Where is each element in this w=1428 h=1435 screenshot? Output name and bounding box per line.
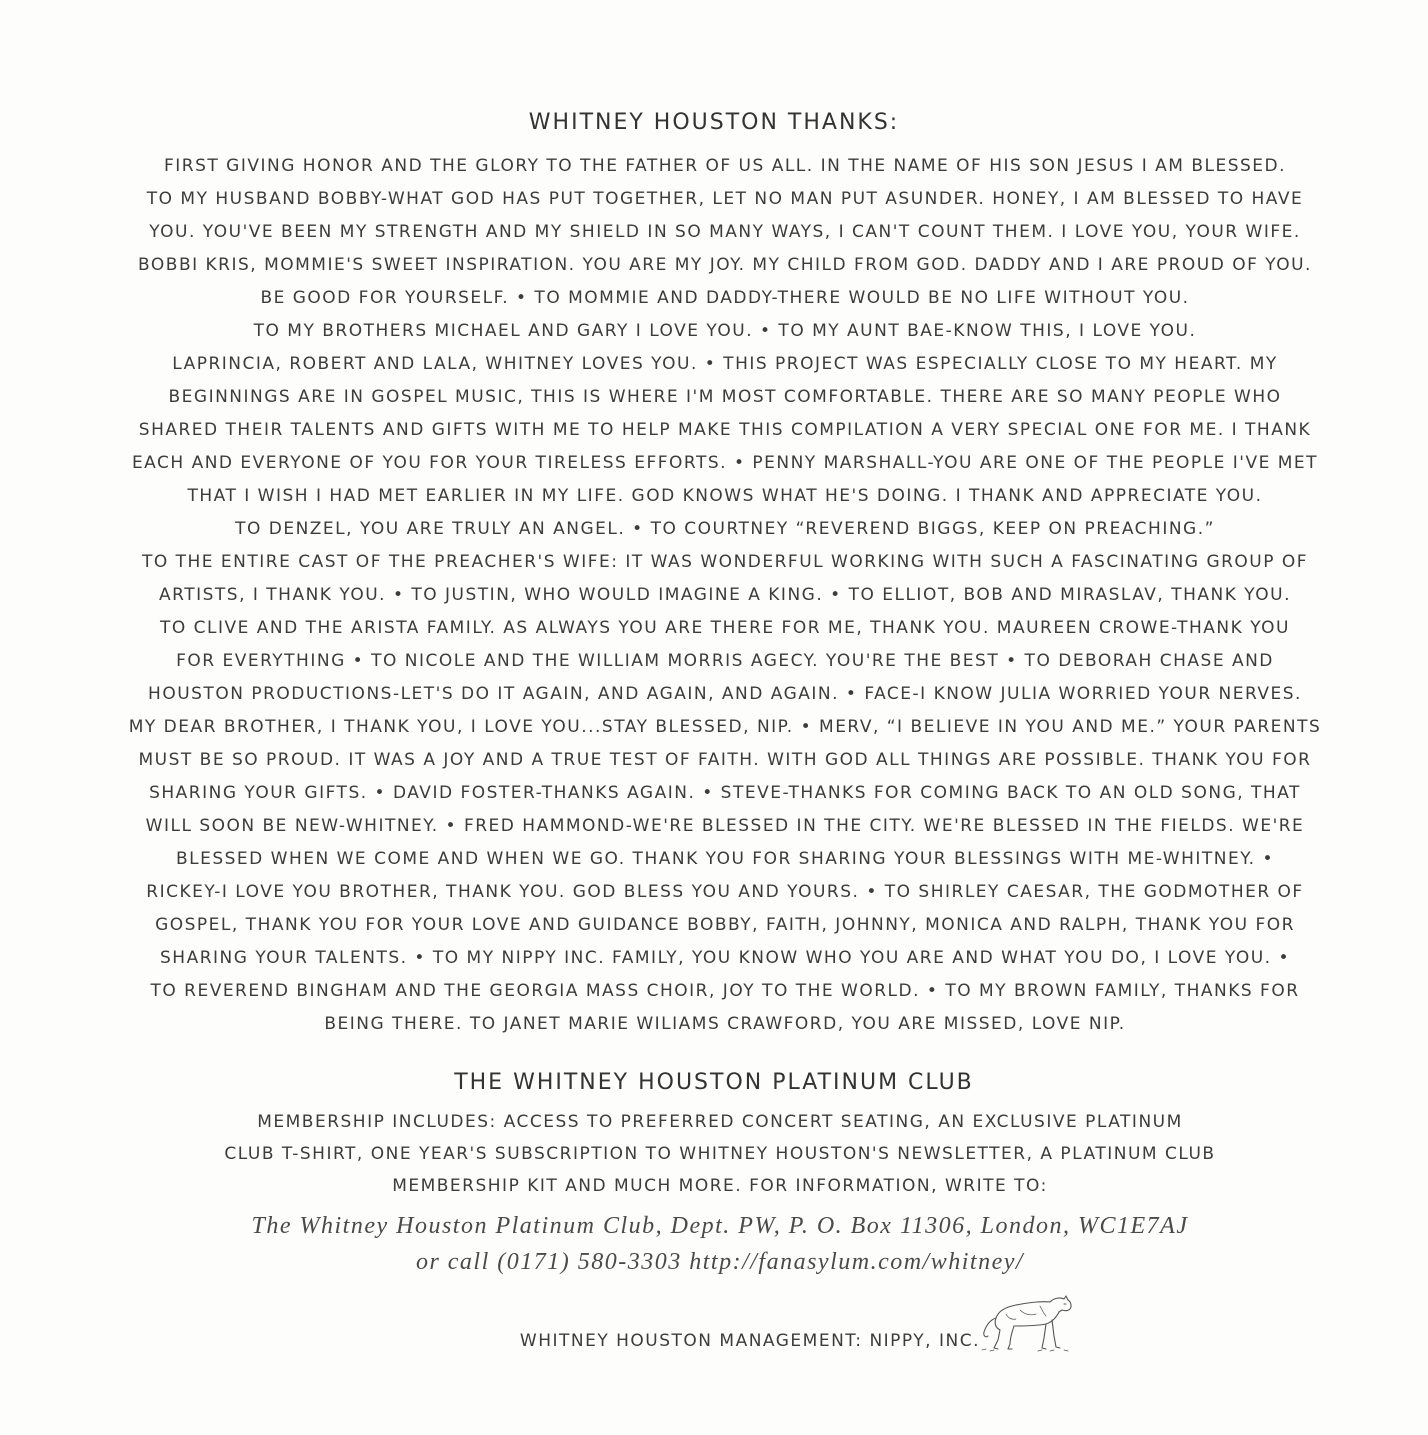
club-line: MEMBERSHIP INCLUDES: ACCESS TO PREFERRED CONCERT SEATING, AN EXCLUSIVE PLATINUM xyxy=(257,1112,1183,1132)
club-title: THE WHITNEY HOUSTON PLATINUM CLUB xyxy=(454,1070,974,1095)
club-line: MEMBERSHIP KIT AND MUCH MORE. FOR INFORMATION, WRITE TO: xyxy=(392,1176,1048,1196)
thanks-line: SHARING YOUR TALENTS. • TO MY NIPPY INC. FAMILY, YOU KNOW WHO YOU ARE AND WHAT YOU DO, I LOVE YOU. • xyxy=(160,948,1290,968)
thanks-line: THAT I WISH I HAD MET EARLIER IN MY LIFE. GOD KNOWS WHAT HE'S DOING. I THANK AND APPRECIATE YOU. xyxy=(187,486,1263,506)
thanks-line: TO MY HUSBAND BOBBY-WHAT GOD HAS PUT TOGETHER, LET NO MAN PUT ASUNDER. HONEY, I AM BLESSED TO HAVE xyxy=(146,189,1304,209)
thanks-line: BLESSED WHEN WE COME AND WHEN WE GO. THANK YOU FOR SHARING YOUR BLESSINGS WITH ME-WHITNEY. • xyxy=(175,849,1275,869)
thanks-line: FOR EVERYTHING • TO NICOLE AND THE WILLIAM MORRIS AGECY. YOU'RE THE BEST • TO DEBORAH CHASE AND xyxy=(176,651,1274,671)
thanks-line: TO MY BROTHERS MICHAEL AND GARY I LOVE YOU. • TO MY AUNT BAE-KNOW THIS, I LOVE YOU. xyxy=(253,321,1197,341)
address-line: or call (0171) 580-3303 http://fanasylum.com/whitney/ xyxy=(415,1249,1025,1275)
thanks-line: WILL SOON BE NEW-WHITNEY. • FRED HAMMOND-WE'RE BLESSED IN THE CITY. WE'RE BLESSED IN THE FIELDS. WE'RE xyxy=(145,816,1305,836)
thanks-line: GOSPEL, THANK YOU FOR YOUR LOVE AND GUIDANCE BOBBY, FAITH, JOHNNY, MONICA AND RALPH, THANK YOU FOR xyxy=(155,915,1295,935)
thanks-line: FIRST GIVING HONOR AND THE GLORY TO THE FATHER OF US ALL. IN THE NAME OF HIS SON JESUS I AM BLESSED. xyxy=(163,156,1287,176)
thanks-line: HOUSTON PRODUCTIONS-LET'S DO IT AGAIN, AND AGAIN, AND AGAIN. • FACE-I KNOW JULIA WORRIED YOUR NERVES. xyxy=(148,684,1302,704)
address-line: The Whitney Houston Platinum Club, Dept. PW, P. O. Box 11306, London, WC1E7AJ xyxy=(251,1213,1189,1239)
thanks-line: YOU. YOU'VE BEEN MY STRENGTH AND MY SHIELD IN SO MANY WAYS, I CAN'T COUNT THEM. I LOVE YOU, YOUR WIFE. xyxy=(149,222,1301,242)
lioness-icon xyxy=(980,1292,1076,1354)
thanks-line: RICKEY-I LOVE YOU BROTHER, THANK YOU. GOD BLESS YOU AND YOURS. • TO SHIRLEY CAESAR, THE GODMOTHER OF xyxy=(146,882,1304,902)
thanks-line: TO DENZEL, YOU ARE TRULY AN ANGEL. • TO COURTNEY “REVEREND BIGGS, KEEP ON PREACHING.” xyxy=(235,519,1215,539)
thanks-title: WHITNEY HOUSTON THANKS: xyxy=(528,110,900,135)
management-credit: WHITNEY HOUSTON MANAGEMENT: NIPPY, INC. xyxy=(519,1331,980,1351)
thanks-line: BOBBI KRIS, MOMMIE'S SWEET INSPIRATION. YOU ARE MY JOY. MY CHILD FROM GOD. DADDY AND I ARE PROUD OF YOU. xyxy=(138,255,1312,275)
thanks-line: BE GOOD FOR YOURSELF. • TO MOMMIE AND DADDY-THERE WOULD BE NO LIFE WITHOUT YOU. xyxy=(260,288,1190,308)
thanks-line: TO THE ENTIRE CAST OF THE PREACHER'S WIFE: IT WAS WONDERFUL WORKING WITH SUCH A FASCINATING GROUP OF xyxy=(141,552,1309,572)
club-address xyxy=(100,1208,1340,1280)
thanks-line: ARTISTS, I THANK YOU. • TO JUSTIN, WHO WOULD IMAGINE A KING. • TO ELLIOT, BOB AND MIRASLAV, THANK YOU. xyxy=(159,585,1291,605)
thanks-line: TO REVEREND BINGHAM AND THE GEORGIA MASS CHOIR, JOY TO THE WORLD. • TO MY BROWN FAMILY, THANKS FOR xyxy=(150,981,1300,1001)
thanks-line: BEING THERE. TO JANET MARIE WILIAMS CRAWFORD, YOU ARE MISSED, LOVE NIP. xyxy=(324,1014,1126,1034)
thanks-line: LAPRINCIA, ROBERT AND LALA, WHITNEY LOVES YOU. • THIS PROJECT WAS ESPECIALLY CLOSE TO MY HEART. MY xyxy=(172,354,1278,374)
thanks-body xyxy=(80,150,1370,1041)
thanks-line: SHARED THEIR TALENTS AND GIFTS WITH ME TO HELP MAKE THIS COMPILATION A VERY SPECIAL ONE FOR ME. I THANK xyxy=(138,420,1312,440)
club-membership-text xyxy=(100,1106,1340,1202)
thanks-line: MY DEAR BROTHER, I THANK YOU, I LOVE YOU...STAY BLESSED, NIP. • MERV, “I BELIEVE IN YOU AND ME.” YOUR PARENTS xyxy=(128,717,1322,737)
thanks-line: EACH AND EVERYONE OF YOU FOR YOUR TIRELESS EFFORTS. • PENNY MARSHALL-YOU ARE ONE OF THE PEOPLE I'VE MET xyxy=(131,453,1319,473)
club-line: CLUB T-SHIRT, ONE YEAR'S SUBSCRIPTION TO WHITNEY HOUSTON'S NEWSLETTER, A PLATINUM CLUB xyxy=(224,1144,1216,1164)
thanks-line: SHARING YOUR GIFTS. • DAVID FOSTER-THANKS AGAIN. • STEVE-THANKS FOR COMING BACK TO AN OLD SONG, THAT xyxy=(149,783,1301,803)
thanks-line: TO CLIVE AND THE ARISTA FAMILY. AS ALWAYS YOU ARE THERE FOR ME, THANK YOU. MAUREEN CROWE-THANK YOU xyxy=(160,618,1290,638)
thanks-line: MUST BE SO PROUD. IT WAS A JOY AND A TRUE TEST OF FAITH. WITH GOD ALL THINGS ARE POSSIBLE. THANK YOU FOR xyxy=(138,750,1312,770)
thanks-line: BEGINNINGS ARE IN GOSPEL MUSIC, THIS IS WHERE I'M MOST COMFORTABLE. THERE ARE SO MANY PEOPLE WHO xyxy=(168,387,1282,407)
